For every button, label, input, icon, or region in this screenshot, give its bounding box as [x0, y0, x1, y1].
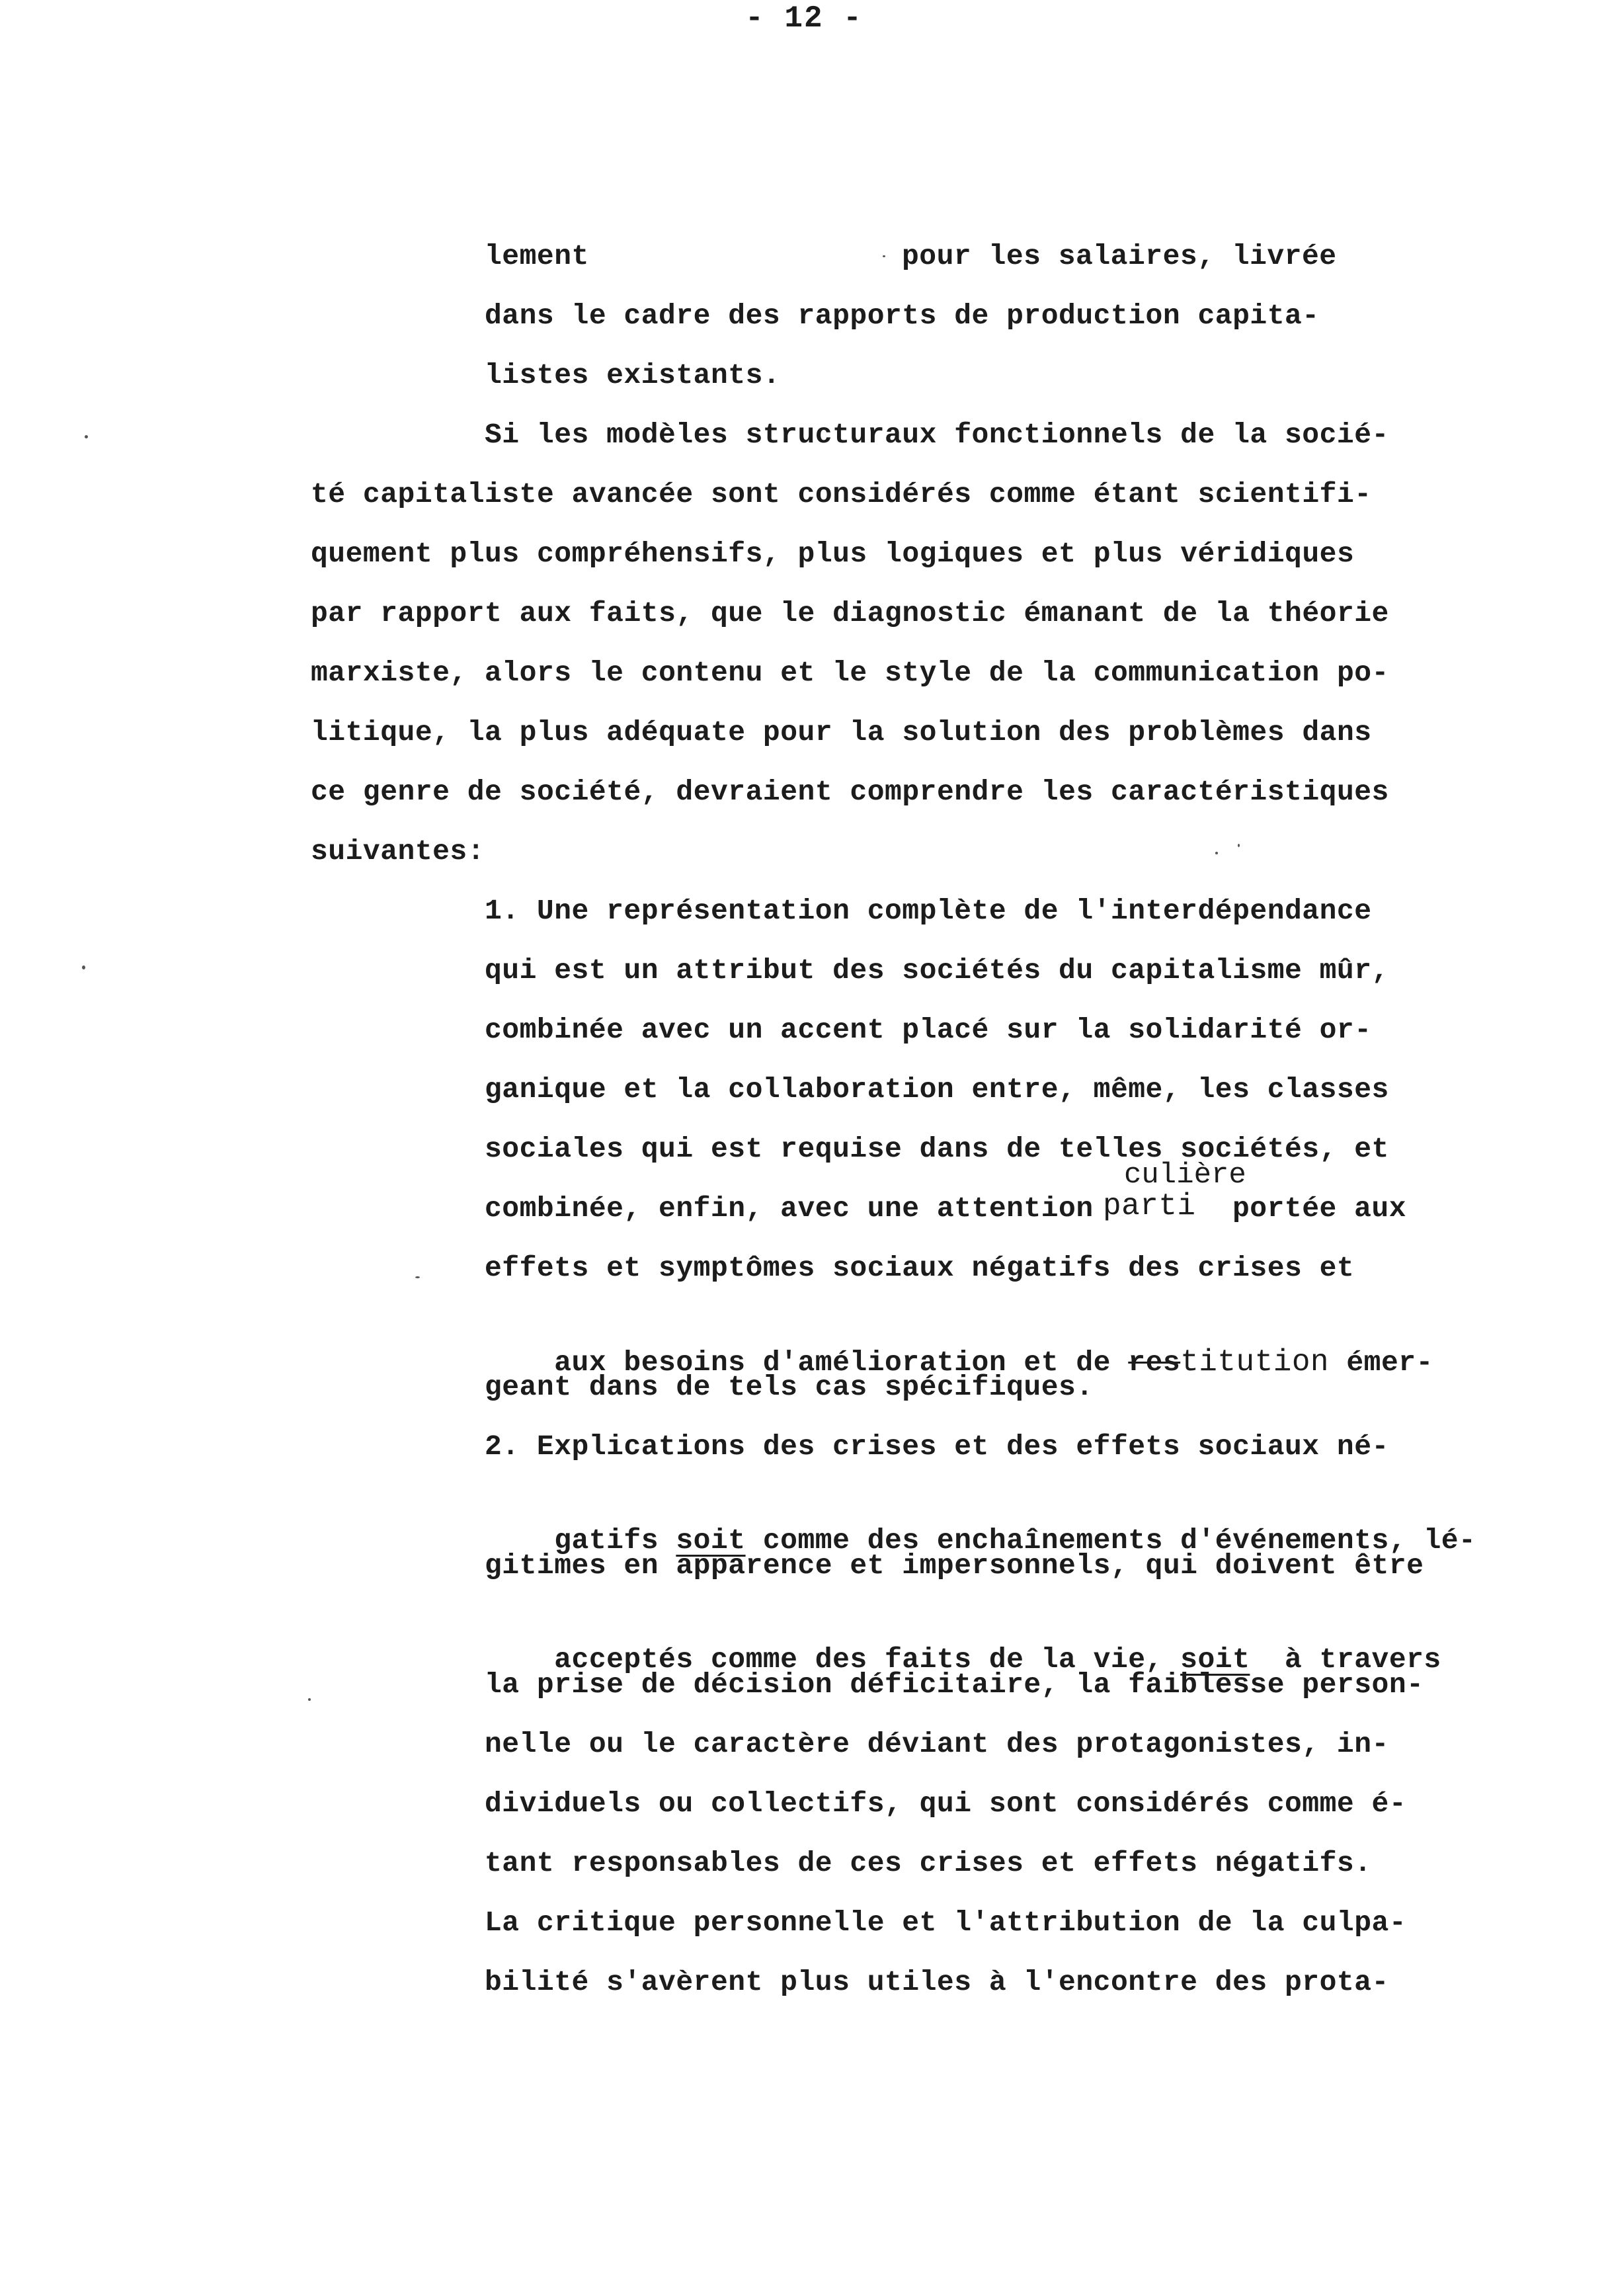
text-line: geant dans de tels cas spécifiques. [485, 1371, 1094, 1403]
text-line: combinée, enfin, avec une attention [485, 1192, 1094, 1225]
page-number: - 12 - [745, 1, 863, 36]
text-line: la prise de décision déficitaire, la faiblesse person- [485, 1668, 1424, 1701]
text-line: litique, la plus adéquate pour la solution des problèmes dans [311, 716, 1372, 749]
text-line: ce genre de société, devraient comprendre les caractéristiques [311, 776, 1389, 808]
handwritten-insertion: culière [1124, 1159, 1246, 1192]
text-line: dans le cadre des rapports de production capita- [485, 300, 1320, 332]
list-item-2: 2. Explications des crises et des effets sociaux né- [485, 1430, 1389, 1463]
text-line: combinée avec un accent placé sur la solidarité or- [485, 1014, 1372, 1046]
underlined-word: soit [676, 1524, 746, 1557]
text-line: La critique personnelle et l'attribution de la culpa- [485, 1906, 1407, 1939]
text-line: nelle ou le caractère déviant des protagonistes, in- [485, 1728, 1389, 1760]
scan-speck [883, 255, 885, 257]
text-segment: aux besoins d'amélioration et de [554, 1346, 1129, 1379]
scan-speck [82, 965, 85, 969]
text-line: marxiste, alors le contenu et le style de la communication po- [311, 657, 1389, 689]
text-line: dividuels ou collectifs, qui sont considérés comme é- [485, 1787, 1407, 1820]
text-line: par rapport aux faits, que le diagnostic émanant de la théorie [311, 597, 1389, 630]
text-line: ganique et la collaboration entre, même, les classes [485, 1073, 1389, 1106]
text-line: quement plus compréhensifs, plus logiques et plus véridiques [311, 538, 1355, 570]
paragraph-start: Si les modèles structuraux fonctionnels de la socié- [485, 419, 1389, 451]
text-line: portée aux [1232, 1192, 1407, 1225]
retyped-word: titution [1180, 1345, 1330, 1379]
text-segment: comme des enchaînements d'événements, lé- [745, 1524, 1476, 1557]
retyped-word: parti [1103, 1189, 1196, 1223]
text-line: listes existants. [485, 359, 781, 391]
underlined-word: soit [1180, 1643, 1250, 1676]
text-line: effets et symptômes sociaux négatifs des crises et [485, 1252, 1355, 1284]
text-line: lement [485, 240, 589, 272]
text-line: té capitaliste avancée sont considérés comme étant scientifi- [311, 478, 1372, 511]
text-line: tant responsables de ces crises et effets négatifs. [485, 1847, 1372, 1879]
text-segment: à travers [1250, 1643, 1441, 1676]
text-line: qui est un attribut des sociétés du capitalisme mûr, [485, 954, 1389, 987]
text-line: gitimes en apparence et impersonnels, qui doivent être [485, 1549, 1424, 1582]
text-line: sociales qui est requise dans de telles sociétés, et [485, 1133, 1389, 1165]
text-line: suivantes: [311, 835, 485, 868]
list-item-1: 1. Une représentation complète de l'interdépendance [485, 895, 1372, 927]
scan-speck [415, 1276, 420, 1278]
struck-text: res [1128, 1346, 1181, 1379]
scan-speck [308, 1698, 311, 1701]
scan-speck [1215, 852, 1218, 854]
text-segment: émer- [1329, 1346, 1433, 1379]
text-line: bilité s'avèrent plus utiles à l'encontre des prota- [485, 1966, 1389, 1998]
text-segment: acceptés comme des faits de la vie, [554, 1643, 1181, 1676]
text-line: pour les salaires, livrée [902, 240, 1337, 272]
text-segment: gatifs [554, 1524, 676, 1557]
scan-speck [85, 435, 88, 438]
scan-speck [1238, 844, 1240, 847]
